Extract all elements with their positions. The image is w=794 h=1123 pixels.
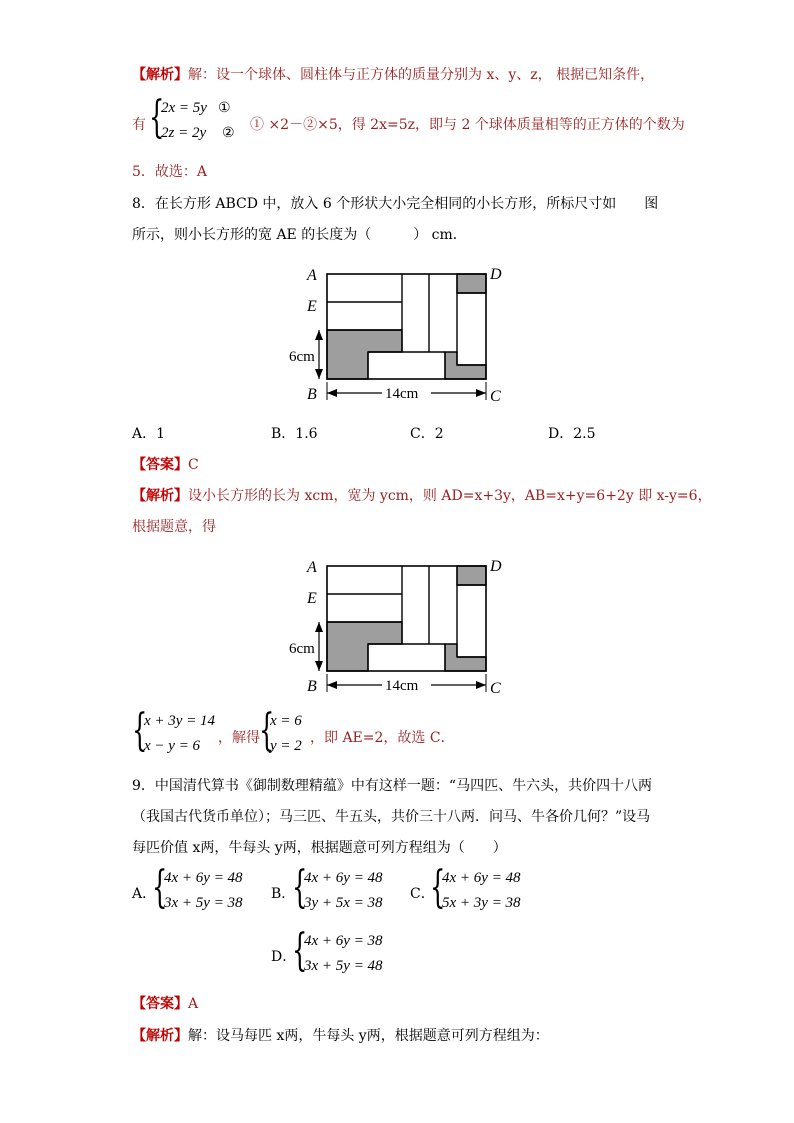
label-E-2: E xyxy=(307,590,317,607)
q8-jiede: ，解得 xyxy=(218,730,260,746)
q9-option-d-label: D． xyxy=(271,949,297,965)
q8-system-eq2: x − y = 6 xyxy=(144,738,201,754)
q9-option-c-eq1: 4x + 6y = 48 xyxy=(442,870,521,886)
q9-option-b-brace: { xyxy=(292,862,308,913)
answer-value: C xyxy=(188,457,199,473)
label-C-2: C xyxy=(490,680,501,697)
label-A: A xyxy=(307,267,317,284)
q9-option-c-brace: { xyxy=(430,862,446,913)
q8-option-c: C．2 xyxy=(410,426,444,442)
q9-option-b-eq2: 3y + 5x = 38 xyxy=(304,895,383,911)
p7-you: 有 xyxy=(132,117,146,133)
q8-explanation-line2: 根据题意，得 xyxy=(132,519,216,535)
label-A-2: A xyxy=(307,559,317,576)
p7-system-brace: { xyxy=(149,92,165,143)
q8-option-d: D．2.5 xyxy=(548,426,596,442)
q9-exp-text: 解：设马每匹 x两，牛每头 y两，根据题意可列方程组为： xyxy=(188,1028,549,1044)
q8-system-brace: { xyxy=(132,705,148,756)
analysis-tag: 【解析】 xyxy=(132,67,188,83)
label-height-2: 6cm xyxy=(289,641,315,657)
p7-marker-1: ① xyxy=(218,100,231,116)
q8-solution-y: y = 2 xyxy=(270,738,302,754)
q8-answer xyxy=(132,454,199,474)
analysis-tag: 【解析】 xyxy=(132,1028,188,1044)
q8-exp-text: 设小长方形的长为 xcm，宽为 ycm，则 AD=x+3y，AB=x+y=6+2y 即 x-y=6， xyxy=(188,488,712,504)
q9-stem-line1: 9．中国清代算书《御制数理精蕴》中有这样一题：“马四匹、牛六头，共价四十八两 xyxy=(132,778,653,794)
answer-value: A xyxy=(188,996,199,1012)
label-height: 6cm xyxy=(289,349,315,365)
p7-explanation-line1 xyxy=(132,64,654,84)
q8-option-b: B．1.6 xyxy=(271,426,318,442)
p7-eq2: 2z = 2y xyxy=(161,125,207,141)
q9-stem-line2: （我国古代货币单位）；马三匹、牛五头，共价三十八两．问马、牛各价几何？”设马 xyxy=(132,809,651,825)
shaded-piece-left xyxy=(327,330,402,379)
q8-rectangle-figure xyxy=(289,262,514,410)
q9-option-a-eq2: 3x + 5y = 38 xyxy=(164,895,243,911)
q9-option-d-eq2: 3x + 5y = 48 xyxy=(304,958,383,974)
q9-option-a-eq1: 4x + 6y = 48 xyxy=(164,870,243,886)
q9-answer xyxy=(132,993,198,1013)
analysis-tag: 【解析】 xyxy=(132,488,188,504)
p7-conclusion: 5．故选：A xyxy=(132,164,208,180)
answer-tag: 【答案】 xyxy=(132,457,188,473)
q8-system-eq1: x + 3y = 14 xyxy=(144,713,216,729)
q9-explanation xyxy=(132,1025,549,1045)
q9-option-a-label: A． xyxy=(132,886,157,902)
q8-rectangle-figure-repeat xyxy=(289,554,514,702)
shaded-piece-top-right xyxy=(457,274,486,293)
q8-solution-x: x = 6 xyxy=(270,713,302,729)
answer-tag: 【答案】 xyxy=(132,996,188,1012)
label-D-2: D xyxy=(490,558,502,575)
q8-stem-line1: 8．在长方形 ABCD 中，放入 6 个形状大小完全相同的小长方形，所标尺寸如 图 xyxy=(132,196,659,212)
q9-option-c-eq2: 5x + 3y = 38 xyxy=(442,895,521,911)
q8-explanation-line1 xyxy=(132,485,712,505)
q9-option-b-eq1: 4x + 6y = 48 xyxy=(304,870,383,886)
label-C: C xyxy=(490,388,501,405)
p7-solution-text: 解：设一个球体、圆柱体与正方体的质量分别为 x、y、z， 根据已知条件， xyxy=(188,67,655,83)
p7-marker-2: ② xyxy=(222,125,235,141)
label-B-2: B xyxy=(307,678,317,695)
q9-option-d-brace: { xyxy=(292,925,308,976)
label-D: D xyxy=(490,266,502,283)
q9-stem-line3: 每匹价值 x两，牛每头 y两，根据题意可列方程组为（ ） xyxy=(132,840,507,856)
label-width-2: 14cm xyxy=(385,678,419,694)
p7-eq1: 2x = 5y xyxy=(161,100,207,116)
q9-option-c-label: C． xyxy=(410,886,435,902)
label-B: B xyxy=(307,386,317,403)
q8-solution-brace: { xyxy=(259,705,275,756)
q8-option-a: A．1 xyxy=(132,426,166,442)
q9-option-a-brace: { xyxy=(152,862,168,913)
label-E: E xyxy=(307,298,317,315)
q8-stem-line2: 所示，则小长方形的宽 AE 的长度为（ ） cm． xyxy=(132,227,467,243)
label-width: 14cm xyxy=(385,386,419,402)
q8-conclusion: ，即 AE=2，故选 C． xyxy=(310,730,455,746)
q9-option-d-eq1: 4x + 6y = 38 xyxy=(304,933,383,949)
p7-derivation: ① ×2－②×5，得 2x=5z，即与 2 个球体质量相等的正方体的个数为 xyxy=(250,117,685,133)
q9-option-b-label: B． xyxy=(271,886,296,902)
